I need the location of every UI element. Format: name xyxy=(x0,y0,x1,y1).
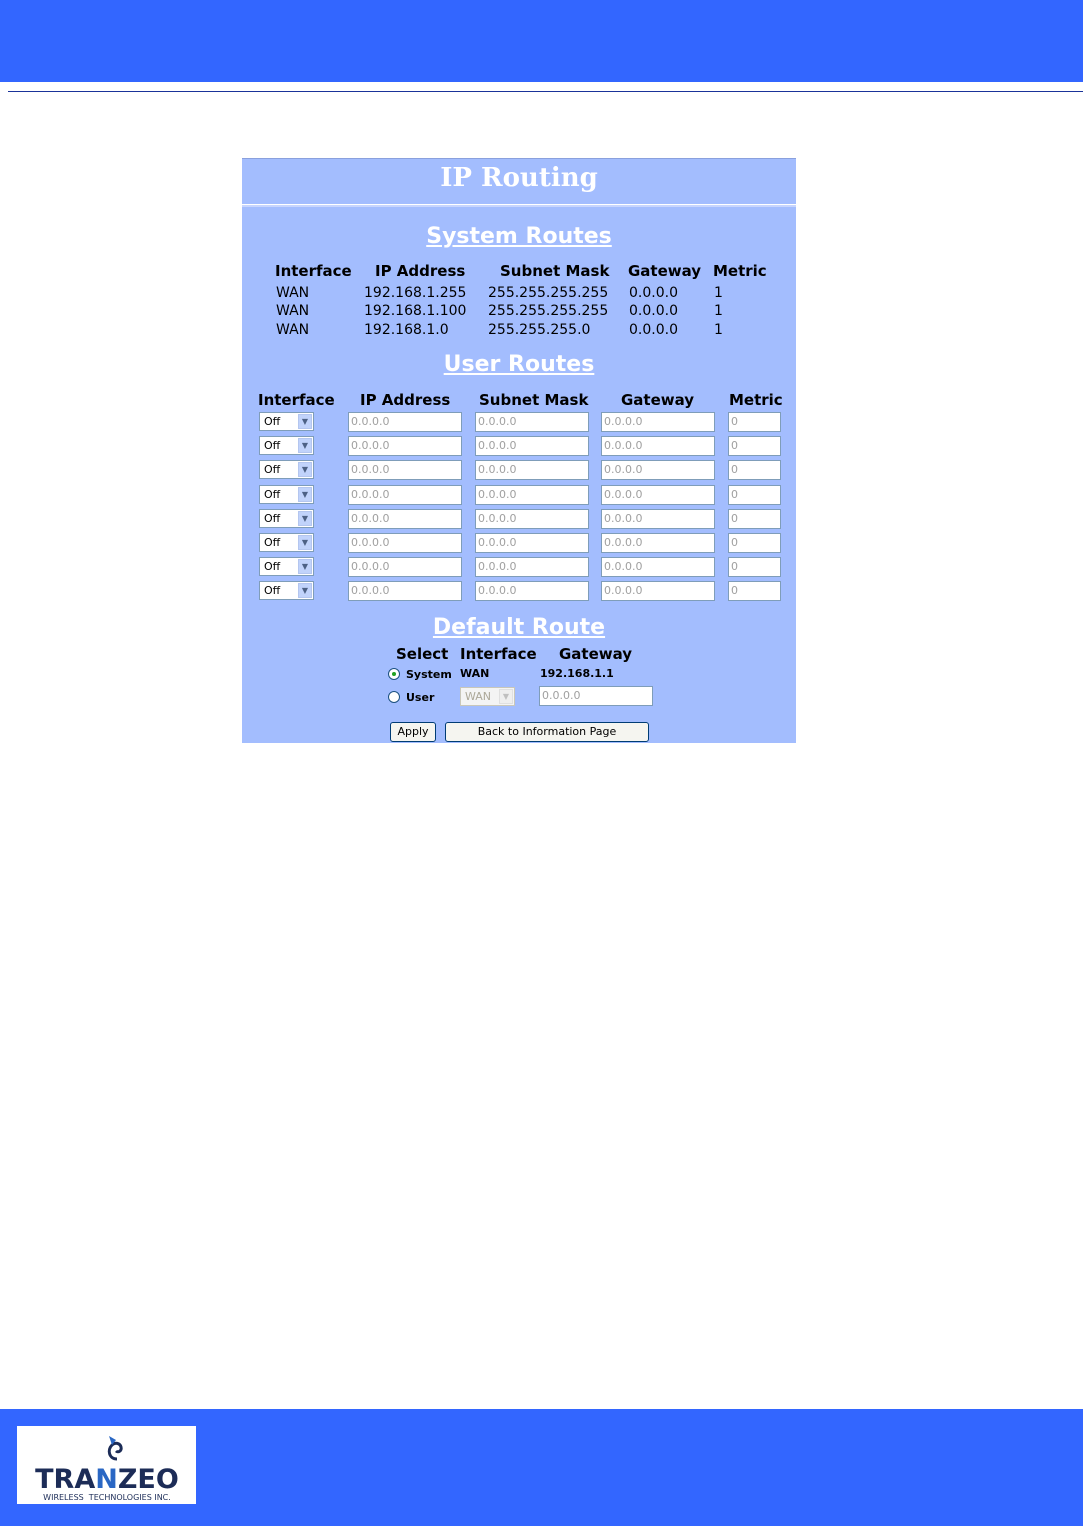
user-route-metric-input[interactable]: 0 xyxy=(728,509,781,529)
user-route-metric-input[interactable]: 0 xyxy=(728,485,781,505)
user-route-ip-input[interactable]: 0.0.0.0 xyxy=(348,436,462,456)
user-route-interface-value: Off xyxy=(264,487,281,501)
system-default-radio[interactable] xyxy=(388,668,400,680)
column-header-interface: Interface xyxy=(460,645,537,663)
user-route-mask-input[interactable]: 0.0.0.0 xyxy=(475,460,589,480)
column-header-ip-address: IP Address xyxy=(360,391,451,409)
system-route-gateway: 0.0.0.0 xyxy=(629,322,678,338)
user-routes-heading: User Routes xyxy=(443,352,595,377)
user-route-ip-input[interactable]: 0.0.0.0 xyxy=(348,557,462,577)
system-route-subnet-mask: 255.255.255.255 xyxy=(488,285,609,301)
user-route-metric-input[interactable]: 0 xyxy=(728,436,781,456)
user-route-interface-select[interactable] xyxy=(259,412,314,431)
back-to-information-page-button[interactable]: Back to Information Page xyxy=(445,722,649,742)
header-divider xyxy=(8,91,1083,92)
user-route-interface-value: Off xyxy=(264,439,281,453)
user-route-gateway-input[interactable]: 0.0.0.0 xyxy=(601,485,715,505)
user-route-interface-select[interactable] xyxy=(259,557,314,576)
user-route-gateway-input[interactable]: 0.0.0.0 xyxy=(601,533,715,553)
chevron-down-icon: ▼ xyxy=(298,487,312,502)
page-title: IP Routing xyxy=(440,163,598,193)
user-route-ip-input[interactable]: 0.0.0.0 xyxy=(348,581,462,601)
column-header-metric: Metric xyxy=(729,391,783,409)
column-header-select: Select xyxy=(396,645,449,663)
user-route-interface-value: Off xyxy=(264,560,281,574)
user-route-metric-input[interactable]: 0 xyxy=(728,460,781,480)
user-route-gateway-input[interactable]: 0.0.0.0 xyxy=(601,581,715,601)
chevron-down-icon: ▼ xyxy=(298,511,312,526)
user-route-interface-select[interactable] xyxy=(259,485,314,504)
user-route-ip-input[interactable]: 0.0.0.0 xyxy=(348,533,462,553)
chevron-down-icon: ▼ xyxy=(298,583,312,598)
user-default-interface-select[interactable] xyxy=(460,687,515,706)
user-route-metric-input[interactable]: 0 xyxy=(728,581,781,601)
system-route-gateway: 0.0.0.0 xyxy=(629,303,678,319)
user-route-interface-select[interactable] xyxy=(259,509,314,528)
system-route-metric: 1 xyxy=(714,322,723,338)
user-default-interface-value: WAN xyxy=(465,690,492,703)
user-route-interface-value: Off xyxy=(264,415,281,428)
user-route-metric-input[interactable]: 0 xyxy=(728,533,781,553)
user-route-gateway-input[interactable]: 0.0.0.0 xyxy=(601,557,715,577)
company-logo xyxy=(17,1426,196,1504)
system-route-metric: 1 xyxy=(714,285,723,301)
user-default-radio[interactable] xyxy=(388,691,400,703)
column-header-subnet-mask: Subnet Mask xyxy=(500,262,610,280)
system-default-gateway: 192.168.1.1 xyxy=(540,667,614,680)
user-route-mask-input[interactable]: 0.0.0.0 xyxy=(475,412,589,432)
chevron-down-icon: ▼ xyxy=(298,559,312,574)
system-route-subnet-mask: 255.255.255.0 xyxy=(488,322,591,338)
user-route-ip-input[interactable]: 0.0.0.0 xyxy=(348,485,462,505)
chevron-down-icon: ▼ xyxy=(298,438,312,453)
logo-wordmark: TRANZEO xyxy=(35,1464,179,1495)
user-route-metric-input[interactable]: 0 xyxy=(728,557,781,577)
system-route-gateway: 0.0.0.0 xyxy=(629,285,678,301)
system-routes-heading: System Routes xyxy=(426,224,612,249)
system-route-metric: 1 xyxy=(714,303,723,319)
column-header-interface: Interface xyxy=(258,391,335,409)
header-bar xyxy=(0,0,1083,82)
user-default-label: User xyxy=(406,691,435,704)
user-route-interface-value: Off xyxy=(264,584,281,598)
ip-routing-panel xyxy=(242,158,796,743)
user-route-gateway-input[interactable]: 0.0.0.0 xyxy=(601,509,715,529)
user-route-interface-value: Off xyxy=(264,463,281,477)
user-route-mask-input[interactable]: 0.0.0.0 xyxy=(475,557,589,577)
logo-swirl-icon xyxy=(103,1434,131,1462)
user-route-gateway-input[interactable]: 0.0.0.0 xyxy=(601,412,715,432)
system-default-label: System xyxy=(406,668,452,681)
column-header-gateway: Gateway xyxy=(559,645,633,663)
user-route-gateway-input[interactable]: 0.0.0.0 xyxy=(601,460,715,480)
user-route-mask-input[interactable]: 0.0.0.0 xyxy=(475,485,589,505)
user-route-metric-input[interactable]: 0 xyxy=(728,412,781,432)
chevron-down-icon: ▼ xyxy=(298,462,312,477)
title-divider xyxy=(242,205,796,207)
apply-button[interactable]: Apply xyxy=(390,722,436,742)
user-route-interface-value: Off xyxy=(264,511,281,525)
radio-selected-dot xyxy=(392,672,396,676)
system-route-interface: WAN xyxy=(276,322,310,338)
user-default-gateway-input[interactable]: 0.0.0.0 xyxy=(539,686,653,706)
column-header-gateway: Gateway xyxy=(621,391,695,409)
system-route-ip-address: 192.168.1.255 xyxy=(364,285,467,301)
system-route-subnet-mask: 255.255.255.255 xyxy=(488,303,609,319)
system-route-ip-address: 192.168.1.100 xyxy=(364,303,467,319)
system-route-ip-address: 192.168.1.0 xyxy=(364,322,449,338)
system-default-interface: WAN xyxy=(460,667,490,680)
user-route-interface-select[interactable] xyxy=(259,533,314,552)
column-header-gateway: Gateway xyxy=(628,262,702,280)
user-route-interface-value: Off xyxy=(264,536,281,549)
default-route-heading: Default Route xyxy=(432,615,606,640)
user-route-gateway-input[interactable]: 0.0.0.0 xyxy=(601,436,715,456)
chevron-down-icon: ▼ xyxy=(298,414,312,429)
panel-title-area xyxy=(242,158,796,205)
column-header-interface: Interface xyxy=(275,262,352,280)
column-header-ip-address: IP Address xyxy=(375,262,466,280)
user-route-ip-input[interactable]: 0.0.0.0 xyxy=(348,509,462,529)
chevron-down-icon: ▼ xyxy=(499,689,513,704)
column-header-metric: Metric xyxy=(713,262,767,280)
user-route-ip-input[interactable]: 0.0.0.0 xyxy=(348,460,462,480)
user-route-interface-select[interactable] xyxy=(259,581,314,600)
user-route-interface-select[interactable] xyxy=(259,460,314,479)
logo-tagline: WIRELESS TECHNOLOGIES INC. xyxy=(43,1493,171,1502)
column-header-subnet-mask: Subnet Mask xyxy=(479,391,589,409)
user-route-mask-input[interactable]: 0.0.0.0 xyxy=(475,436,589,456)
chevron-down-icon: ▼ xyxy=(298,535,312,550)
user-route-interface-select[interactable] xyxy=(259,436,314,455)
user-route-ip-input[interactable]: 0.0.0.0 xyxy=(348,412,462,432)
user-route-mask-input[interactable]: 0.0.0.0 xyxy=(475,533,589,553)
user-route-mask-input[interactable]: 0.0.0.0 xyxy=(475,509,589,529)
user-route-mask-input[interactable]: 0.0.0.0 xyxy=(475,581,589,601)
system-route-interface: WAN xyxy=(276,285,310,301)
system-route-interface: WAN xyxy=(276,303,310,319)
